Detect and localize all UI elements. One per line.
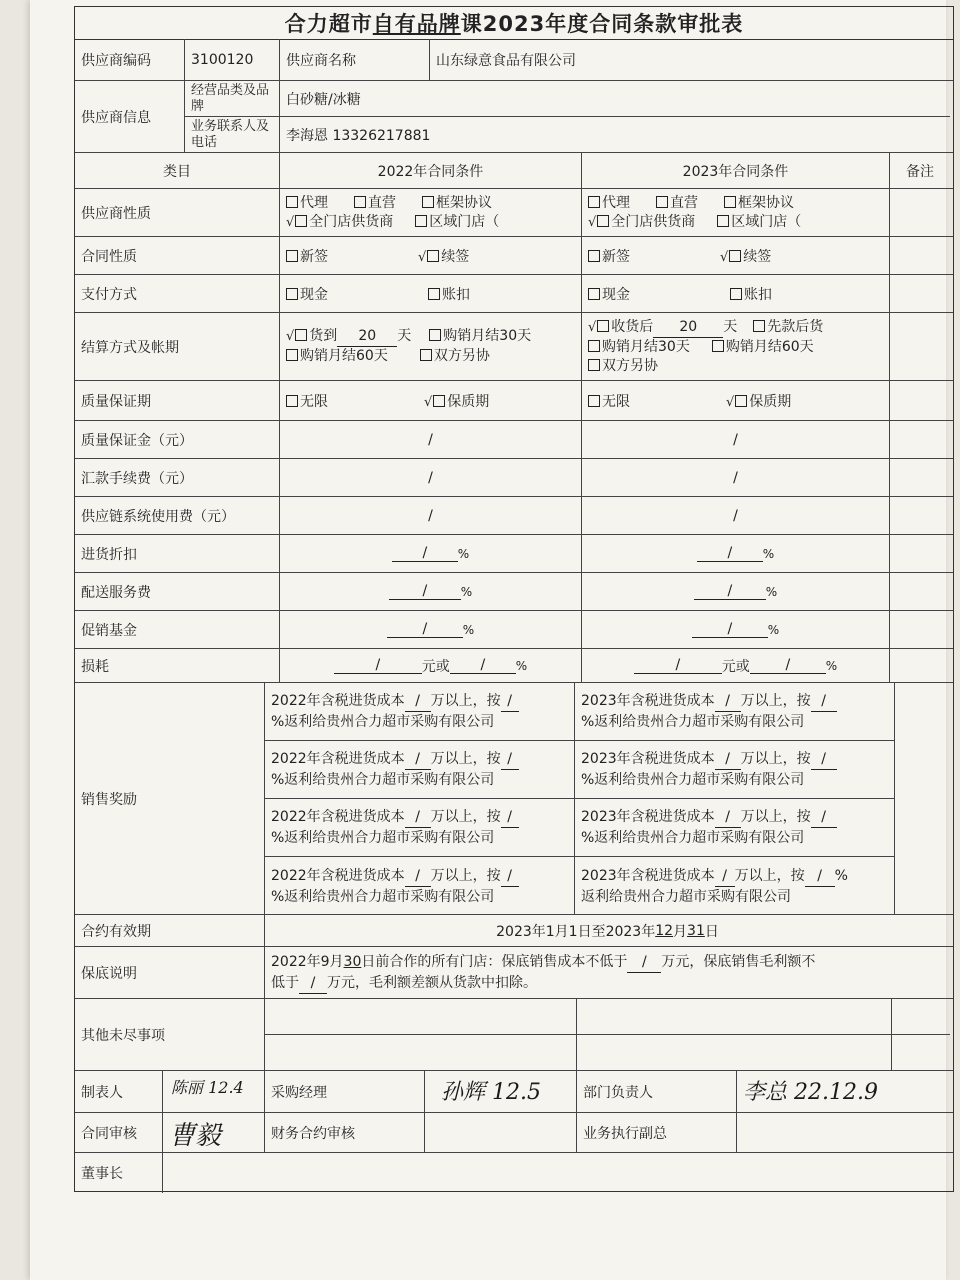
tick-mark: √ — [726, 394, 735, 410]
row-label: 质量保证金（元） — [75, 421, 280, 458]
bonus-2022-tier-3: 2022年含税进货成本 / 万以上，按 / %返利给贵州合力超市采购有限公司 — [265, 799, 575, 857]
note-cell — [890, 189, 950, 236]
other-cell — [577, 999, 892, 1035]
nature-2023: 代理 直营 框架协议 √ 全门店供货商 区域门店（ — [582, 189, 890, 236]
tick-mark: √ — [286, 329, 295, 344]
checkbox-icon — [597, 320, 609, 332]
scm-2022: / — [280, 497, 582, 534]
settlement-2022: √ 货到 20 天 购销月结30天 购销月结60天 双方另协 — [280, 313, 582, 380]
other-items-row — [75, 999, 953, 1071]
loss-2022: / 元或 / % — [280, 649, 582, 682]
supplier-code-value: 3100120 — [185, 39, 280, 80]
checkbox-icon — [730, 288, 742, 300]
row-label: 质量保证期 — [75, 381, 280, 420]
maker-signature: 陈丽 12.4 — [163, 1071, 265, 1112]
nature-2022: 代理 直营 框架协议 √ 全门店供货商 区域门店（ — [280, 189, 582, 236]
supplier-code-label: 供应商编码 — [75, 39, 185, 80]
discount-2023: / % — [582, 535, 890, 572]
tick-mark: √ — [588, 319, 597, 335]
row-label: 支付方式 — [75, 275, 280, 312]
guarantee-text: 2022年9月30日前合作的所有门店：保底销售成本不低于 / 万元，保底销售毛利额不 低于 / 万元，毛利额差额从货款中扣除。 — [265, 947, 950, 998]
checkbox-icon — [420, 349, 432, 361]
checkbox-icon — [724, 196, 736, 208]
dept-head-signature: 李总 22.12.9 — [743, 1080, 878, 1105]
checkbox-icon — [286, 395, 298, 407]
promo-2022: / % — [280, 611, 582, 648]
contract-nature-row — [75, 237, 953, 275]
row-label: 保底说明 — [75, 947, 265, 998]
loss-row — [75, 649, 953, 683]
validity-value: 2023年1月1日至2023年 12 月 31 日 — [496, 922, 719, 940]
note-cell — [890, 497, 950, 534]
bonus-2022-tier-2: 2022年含税进货成本 / 万以上，按 / %返利给贵州合力超市采购有限公司 — [265, 741, 575, 799]
checkbox-icon — [729, 250, 741, 262]
row-label: 供应商性质 — [75, 189, 280, 236]
bonus-2022-tier-1: 2022年含税进货成本 / 万以上，按 / %返利给贵州合力超市采购有限公司 — [265, 683, 575, 741]
delivery-2023: / % — [582, 573, 890, 610]
tick-mark: √ — [424, 394, 433, 410]
paper-sheet — [30, 0, 946, 1280]
remit-2023: / — [582, 459, 890, 496]
note-cell — [890, 237, 950, 274]
quality-period-row — [75, 381, 953, 421]
row-label: 合同性质 — [75, 237, 280, 274]
supplier-name-value: 山东绿意食品有限公司 — [436, 52, 576, 69]
row-label: 其他未尽事项 — [75, 999, 265, 1070]
form-title: 合力超市自有品牌课2023年度合同条款审批表 — [75, 7, 953, 40]
note-cell — [890, 535, 950, 572]
tick-mark: √ — [588, 214, 597, 230]
bonus-2023-tier-2: 2023年含税进货成本 / 万以上，按 / %返利给贵州合力超市采购有限公司 — [575, 741, 895, 799]
note-cell — [890, 313, 950, 380]
contract-2022: 新签 √ 续签 — [280, 237, 582, 274]
discount-row — [75, 535, 953, 573]
signature-row-1 — [75, 1071, 953, 1113]
header-2023: 2023年合同条件 — [582, 153, 890, 188]
checkbox-icon — [427, 250, 439, 262]
checkbox-icon — [286, 288, 298, 300]
remit-2022: / — [280, 459, 582, 496]
tick-mark: √ — [418, 249, 427, 265]
contract-2023: 新签 √ 续签 — [582, 237, 890, 274]
payment-row — [75, 275, 953, 313]
checkbox-icon — [286, 349, 298, 361]
note-cell — [890, 611, 950, 648]
checkbox-icon — [597, 215, 609, 227]
validity-row — [75, 915, 953, 947]
scm-2023: / — [582, 497, 890, 534]
row-label: 损耗 — [75, 649, 280, 682]
row-label: 促销基金 — [75, 611, 280, 648]
delivery-row — [75, 573, 953, 611]
checkbox-icon — [588, 395, 600, 407]
promo-row — [75, 611, 953, 649]
settlement-2023: √ 收货后 20 天 先款后货 购销月结30天 购销月结60天 双方另协 — [582, 313, 890, 380]
deposit-2023: / — [582, 421, 890, 458]
other-cell — [265, 999, 577, 1035]
bonus-2023-tier-4: 2023年含税进货成本 / 万以上，按 / % 返利给贵州合力超市采购有限公司 — [575, 857, 895, 915]
chairman-signature — [163, 1153, 950, 1193]
checkbox-icon — [422, 196, 434, 208]
sales-bonus-row — [75, 683, 953, 915]
purchase-manager-signature: 孙辉 12.5 — [425, 1071, 577, 1112]
loss-2023: / 元或 / % — [582, 649, 890, 682]
checkbox-icon — [286, 196, 298, 208]
table-header-row — [75, 153, 953, 189]
note-cell — [890, 459, 950, 496]
supplier-name-label: 供应商名称 — [280, 39, 430, 80]
bonus-2023-tier-1: 2023年含税进货成本 / 万以上，按 / %返利给贵州合力超市采购有限公司 — [575, 683, 895, 741]
checkbox-icon — [712, 340, 724, 352]
maker-label: 制表人 — [75, 1071, 163, 1112]
vp-label: 业务执行副总 — [577, 1113, 737, 1152]
remit-row — [75, 459, 953, 497]
row-label: 销售奖励 — [75, 683, 265, 914]
vp-signature — [737, 1113, 950, 1152]
delivery-2022: / % — [280, 573, 582, 610]
row-label: 合约有效期 — [75, 915, 265, 946]
signature-row-3 — [75, 1153, 953, 1193]
other-cell — [892, 999, 950, 1035]
dept-name: 自有品牌 — [372, 12, 461, 36]
header-note: 备注 — [906, 163, 934, 180]
checkbox-icon — [295, 215, 307, 227]
checkbox-icon — [433, 395, 445, 407]
supplier-code-row — [75, 39, 953, 81]
settlement-row — [75, 313, 953, 381]
checkbox-icon — [588, 250, 600, 262]
note-cell — [890, 421, 950, 458]
finance-review-signature — [425, 1113, 577, 1152]
bonus-2023-tier-3: 2023年含税进货成本 / 万以上，按 / %返利给贵州合力超市采购有限公司 — [575, 799, 895, 857]
deposit-2022: / — [280, 421, 582, 458]
promo-2023: / % — [582, 611, 890, 648]
scm-fee-row — [75, 497, 953, 535]
finance-review-label: 财务合约审核 — [265, 1113, 425, 1152]
other-cell — [265, 1035, 577, 1071]
payment-2023: 现金 账扣 — [582, 275, 890, 312]
purchase-manager-label: 采购经理 — [265, 1071, 425, 1112]
checkbox-icon — [588, 340, 600, 352]
tick-mark: √ — [720, 249, 729, 265]
row-label: 汇款手续费（元） — [75, 459, 280, 496]
checkbox-icon — [588, 288, 600, 300]
chairman-label: 董事长 — [75, 1153, 163, 1193]
contact-value: 李海恩 13326217881 — [286, 128, 431, 144]
row-label: 供应链系统使用费（元） — [75, 497, 280, 534]
checkbox-icon — [428, 288, 440, 300]
other-cell — [577, 1035, 892, 1071]
note-cell — [890, 573, 950, 610]
checkbox-icon — [415, 215, 427, 227]
bonus-2022-tier-4: 2022年含税进货成本 / 万以上，按 / %返利给贵州合力超市采购有限公司 — [265, 857, 575, 915]
header-2022: 2022年合同条件 — [280, 153, 582, 188]
supplier-info-row — [75, 81, 953, 153]
checkbox-icon — [656, 196, 668, 208]
payment-2022: 现金 账扣 — [280, 275, 582, 312]
signature-row-2 — [75, 1113, 953, 1153]
checkbox-icon — [286, 250, 298, 262]
note-cell — [890, 649, 950, 682]
category-value: 白砂糖/冰糖 — [280, 81, 950, 117]
guarantee-row — [75, 947, 953, 999]
tick-mark: √ — [286, 214, 295, 230]
checkbox-icon — [735, 395, 747, 407]
deposit-row — [75, 421, 953, 459]
contract-review-label: 合同审核 — [75, 1113, 163, 1152]
checkbox-icon — [429, 329, 441, 341]
row-label: 结算方式及帐期 — [75, 313, 280, 380]
supplier-info-label: 供应商信息 — [75, 81, 185, 152]
checkbox-icon — [588, 196, 600, 208]
note-cell — [895, 683, 950, 914]
note-cell — [890, 275, 950, 312]
checkbox-icon — [588, 359, 600, 371]
header-category: 类目 — [75, 153, 280, 188]
dept-head-label: 部门负责人 — [577, 1071, 737, 1112]
approval-form — [74, 6, 954, 1192]
contract-review-signature: 曹毅 — [163, 1113, 265, 1152]
checkbox-icon — [753, 320, 765, 332]
checkbox-icon — [717, 215, 729, 227]
checkbox-icon — [354, 196, 366, 208]
row-label: 进货折扣 — [75, 535, 280, 572]
supplier-nature-row — [75, 189, 953, 237]
quality-2022: 无限 √ 保质期 — [280, 381, 582, 420]
discount-2022: / % — [280, 535, 582, 572]
row-label: 配送服务费 — [75, 573, 280, 610]
quality-2023: 无限 √ 保质期 — [582, 381, 890, 420]
checkbox-icon — [295, 329, 307, 341]
category-label: 经营品类及品牌 — [185, 81, 280, 117]
note-cell — [890, 381, 950, 420]
contact-label: 业务联系人及电话 — [185, 117, 280, 153]
